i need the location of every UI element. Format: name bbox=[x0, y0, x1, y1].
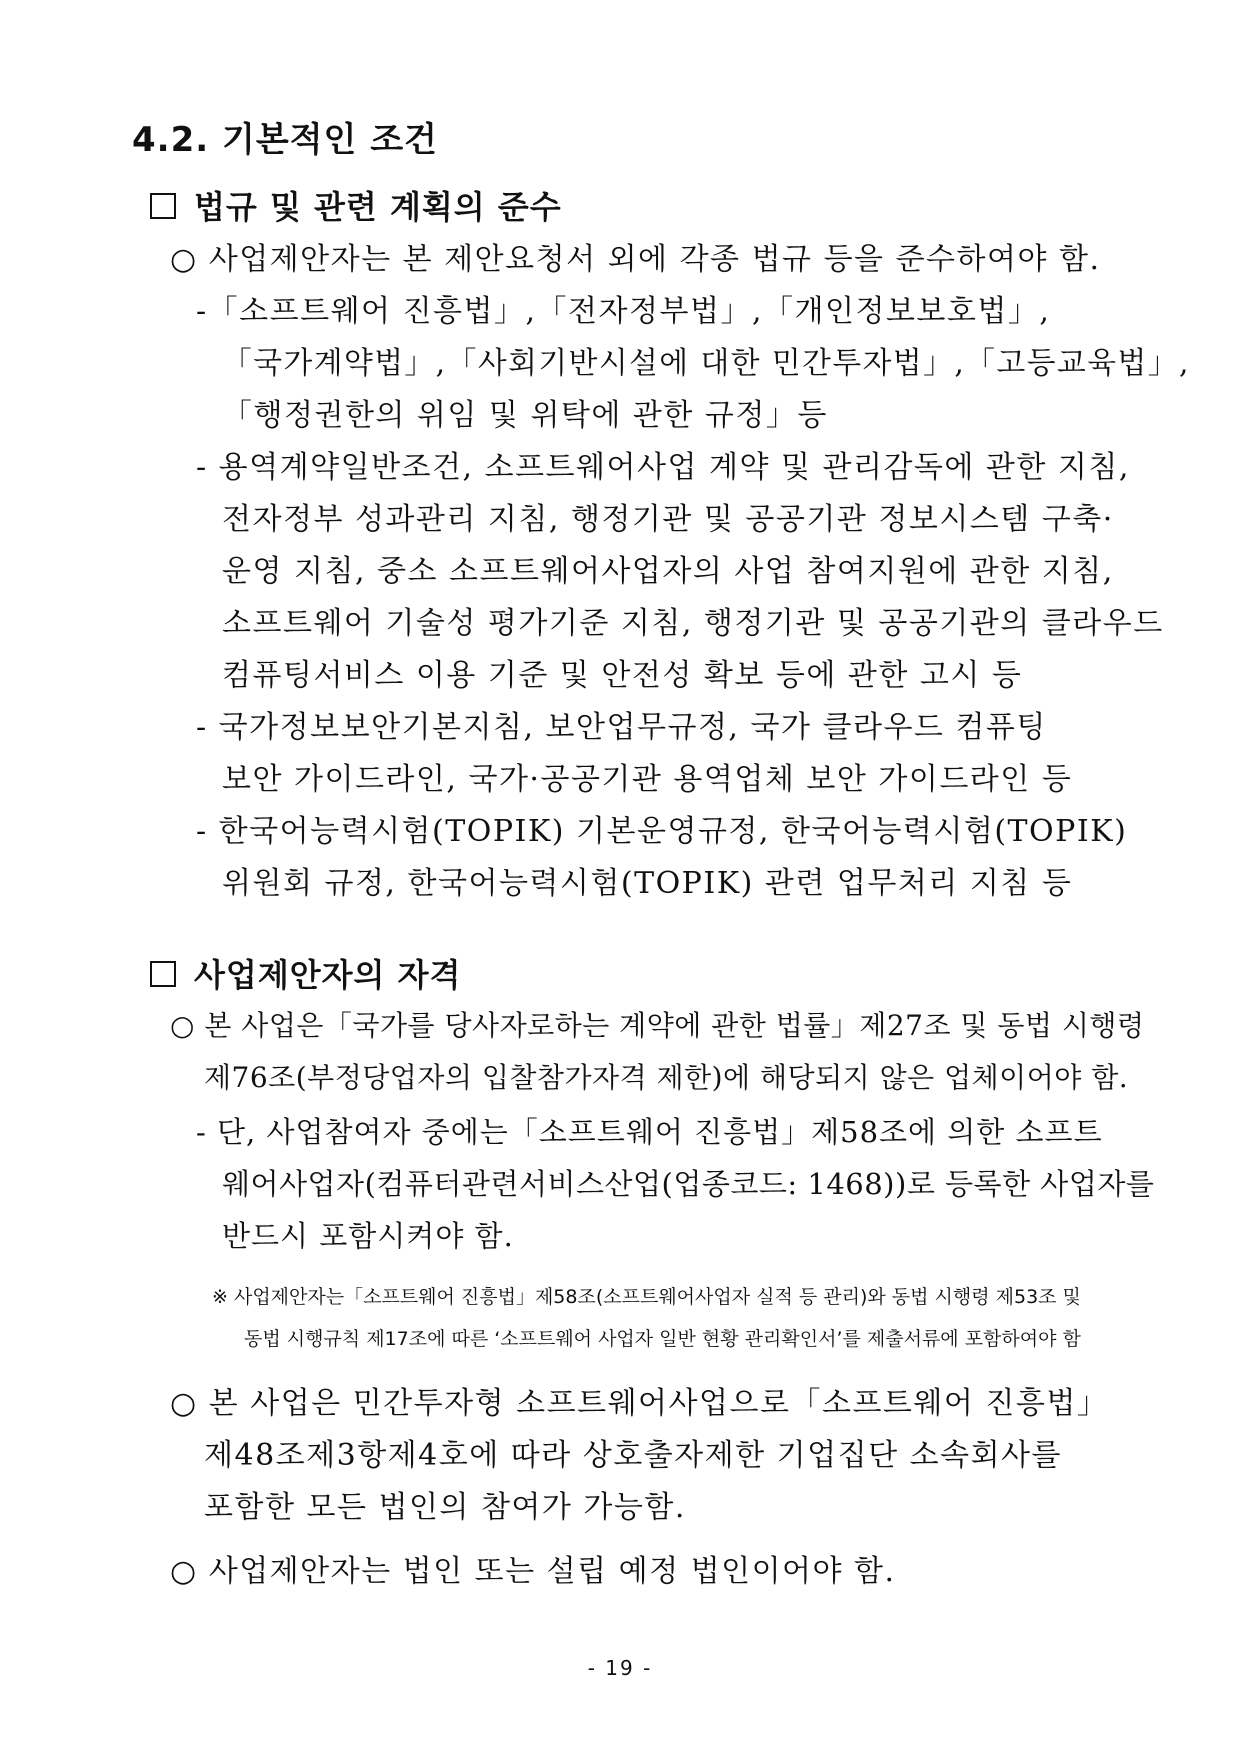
checkbox-square-icon bbox=[150, 193, 176, 219]
guidelines-line-5: 컴퓨팅서비스 이용 기준 및 안전성 확보 등에 관한 고시 등 bbox=[222, 658, 1023, 693]
private-investment-line-1: ○ 본 사업은 민간투자형 소프트웨어사업으로「소프트웨어 진흥법」 bbox=[170, 1386, 1109, 1421]
section-title: 4.2. 기본적인 조건 bbox=[132, 120, 438, 160]
sw-provider-line-1: - 단, 사업참여자 중에는「소프트웨어 진흥법」제58조에 의한 소프트 bbox=[196, 1115, 1103, 1149]
compliance-intro: ○ 사업제안자는 본 제안요청서 외에 각종 법규 등을 준수하여야 함. bbox=[170, 242, 1101, 277]
compliance-heading-text: 법규 및 관련 계획의 준수 bbox=[194, 188, 562, 226]
laws-line-2: 「국가계약법」,「사회기반시설에 대한 민간투자법」,「고등교육법」, bbox=[222, 346, 1190, 381]
note-line-2: 동법 시행규칙 제17조에 따른 ‘소프트웨어 사업자 일반 현황 관리확인서’를 제출서류에 포함하여야 함 bbox=[244, 1328, 1081, 1350]
topik-line-2: 위원회 규정, 한국어능력시험(TOPIK) 관련 업무처리 지침 등 bbox=[222, 866, 1073, 901]
guidelines-line-2: 전자정부 성과관리 지침, 행정기관 및 공공기관 정보시스템 구축· bbox=[222, 502, 1114, 537]
topik-line-1: - 한국어능력시험(TOPIK) 기본운영규정, 한국어능력시험(TOPIK) bbox=[196, 814, 1128, 849]
contract-law-line-1: ○ 본 사업은「국가를 당사자로하는 계약에 관한 법률」제27조 및 동법 시행령 bbox=[170, 1009, 1145, 1042]
security-line-2: 보안 가이드라인, 국가·공공기관 용역업체 보안 가이드라인 등 bbox=[222, 762, 1073, 797]
qualification-heading bbox=[150, 950, 461, 996]
laws-line-3: 「행정권한의 위임 및 위탁에 관한 규정」등 bbox=[222, 398, 828, 433]
sw-provider-line-3: 반드시 포함시켜야 함. bbox=[222, 1219, 514, 1253]
guidelines-line-1: - 용역계약일반조건, 소프트웨어사업 계약 및 관리감독에 관한 지침, bbox=[196, 450, 1130, 485]
guidelines-line-4: 소프트웨어 기술성 평가기준 지침, 행정기관 및 공공기관의 클라우드 bbox=[222, 606, 1164, 641]
contract-law-line-2: 제76조(부정당업자의 입찰참가자격 제한)에 해당되지 않은 업체이어야 함. bbox=[204, 1061, 1129, 1094]
checkbox-square-icon bbox=[150, 961, 176, 987]
note-line-1: ※ 사업제안자는「소프트웨어 진흥법」제58조(소프트웨어사업자 실적 등 관리)와 동법 시행령 제53조 및 bbox=[212, 1286, 1081, 1308]
laws-line-1: -「소프트웨어 진흥법」,「전자정부법」,「개인정보보호법」, bbox=[196, 294, 1051, 329]
qualification-heading-text: 사업제안자의 자격 bbox=[194, 956, 462, 994]
private-investment-line-2: 제48조제3항제4호에 따라 상호출자제한 기업집단 소속회사를 bbox=[204, 1438, 1063, 1473]
sw-provider-line-2: 웨어사업자(컴퓨터관련서비스산업(업종코드: 1468))로 등록한 사업자를 bbox=[222, 1167, 1155, 1201]
corporation-requirement: ○ 사업제안자는 법인 또는 설립 예정 법인이어야 함. bbox=[170, 1554, 896, 1589]
guidelines-line-3: 운영 지침, 중소 소프트웨어사업자의 사업 참여지원에 관한 지침, bbox=[222, 554, 1114, 589]
compliance-heading bbox=[150, 182, 562, 228]
private-investment-line-3: 포함한 모든 법인의 참여가 가능함. bbox=[204, 1490, 686, 1525]
security-line-1: - 국가정보보안기본지침, 보안업무규정, 국가 클라우드 컴퓨팅 bbox=[196, 710, 1047, 745]
page-number: - 19 - bbox=[587, 1656, 653, 1680]
